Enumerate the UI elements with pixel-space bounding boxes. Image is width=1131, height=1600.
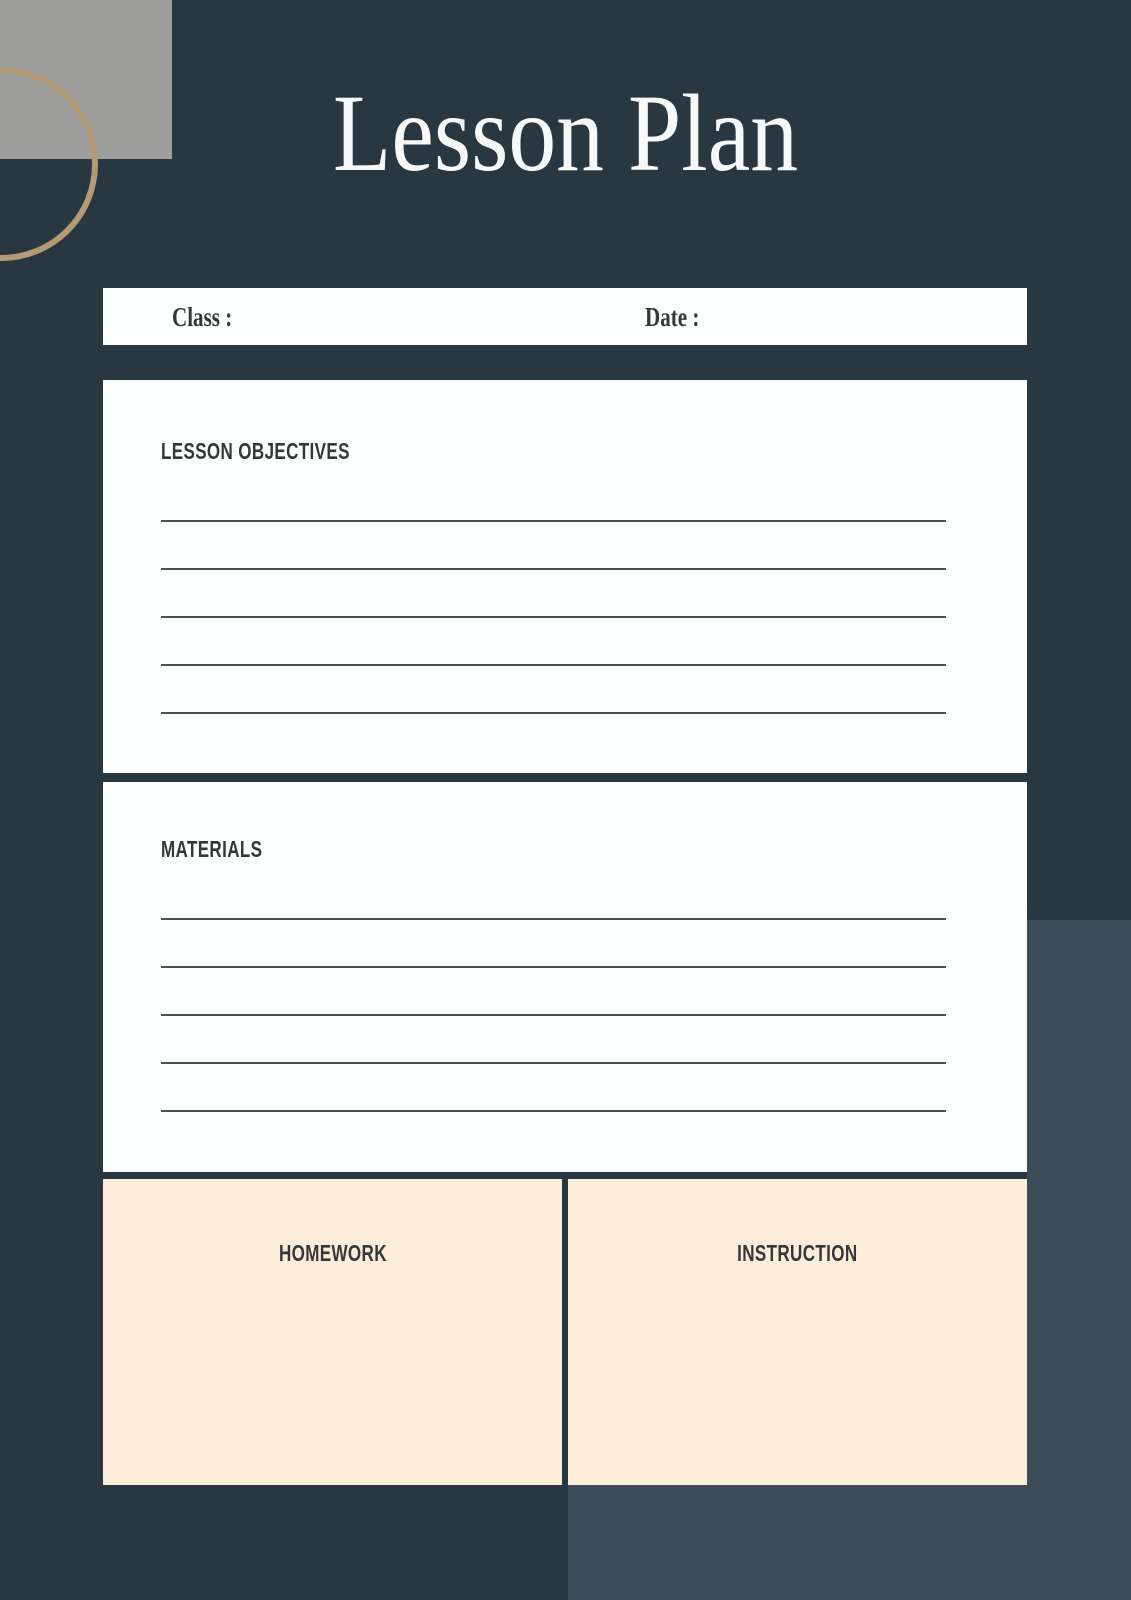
lesson-objectives-heading: LESSON OBJECTIVES (161, 438, 350, 464)
homework-heading: HOMEWORK (278, 1240, 387, 1266)
ruled-line (161, 1062, 946, 1064)
ruled-line (161, 966, 946, 968)
ruled-line (161, 918, 946, 920)
date-input-area[interactable] (713, 288, 953, 345)
class-date-bar (103, 288, 1027, 345)
ruled-line (161, 568, 946, 570)
ruled-line (161, 664, 946, 666)
ruled-line (161, 520, 946, 522)
lesson-objectives-section (103, 380, 1027, 773)
date-label: Date : (645, 302, 700, 332)
materials-heading: MATERIALS (161, 836, 263, 862)
class-input-area[interactable] (243, 288, 483, 345)
materials-ruled-lines (161, 918, 946, 1158)
ruled-line (161, 712, 946, 714)
page-title: Lesson Plan (332, 72, 799, 194)
ruled-line (161, 1014, 946, 1016)
instruction-box (568, 1179, 1027, 1485)
slate-accent-bottom (568, 1485, 1131, 1600)
class-label: Class : (172, 302, 233, 332)
ruled-line (161, 616, 946, 618)
homework-box (103, 1179, 562, 1485)
ruled-line (161, 1110, 946, 1112)
materials-section (103, 782, 1027, 1172)
instruction-heading: INSTRUCTION (737, 1240, 858, 1266)
objectives-ruled-lines (161, 520, 946, 760)
